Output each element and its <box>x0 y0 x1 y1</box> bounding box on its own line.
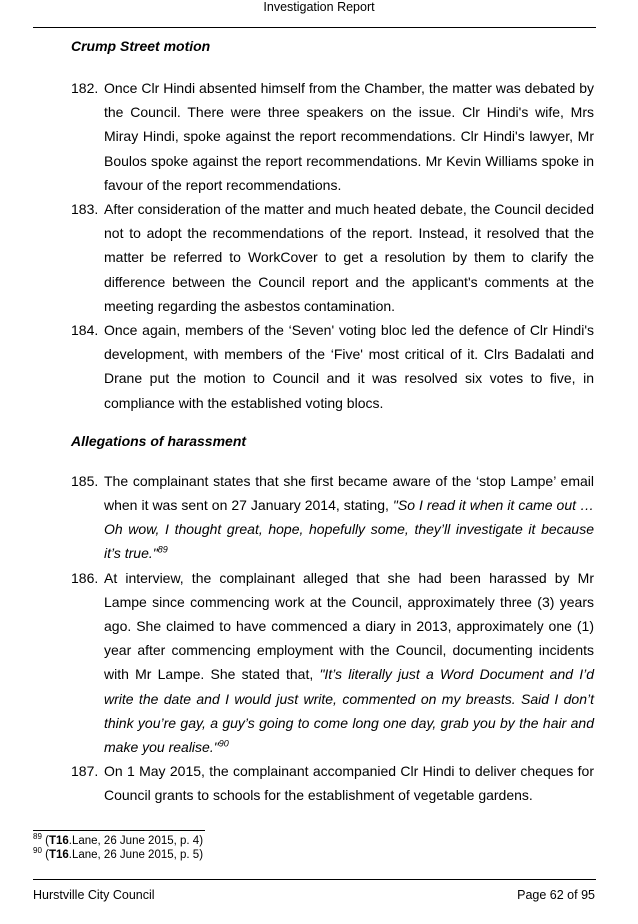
footnote-text: .Lane, 26 June 2015, p. 4) <box>68 835 204 847</box>
section-heading-harassment: Allegations of harassment <box>71 432 247 449</box>
footnote-90: $^{90}$ (T16.Lane, 26 June 2015, p. 5) <box>33 846 204 861</box>
report-body <box>71 36 594 808</box>
footer-organization: Hurstville City Council <box>33 888 155 902</box>
footer-divider <box>33 879 596 880</box>
footnote-mark: 89 <box>33 832 42 842</box>
paragraph-text: After consideration of the matter and much heated debate, the Council decided not to adopt the recommendations of the report. Instead, it resolved that the matter be referred to WorkCover to get a resolution by them to clarify the difference between the Council report and the applicant's comments at the meeting regarding the asbestos contamination. <box>104 201 594 314</box>
paragraph-text: On 1 May 2015, the complainant accompanied Clr Hindi to deliver cheques for Council grants to schools for the establishment of vegetable gardens. <box>104 763 594 804</box>
paragraph-number: 184. <box>71 322 99 339</box>
footnote-divider <box>33 830 205 831</box>
footnote-89: $^{89}$ (T16.Lane, 26 June 2015, p. 4) <box>33 832 204 847</box>
footnote-ref-90[interactable]: 90 <box>218 738 229 749</box>
footnote-code: T16 <box>48 849 69 861</box>
paragraph-text: At interview, the complainant alleged that she had been harassed by Mr Lampe since commencing work at the Council, approximately three (3) years ago. She claimed to have commenced a diary in 2013, approximately one (1) year after commencing employment with the Council, documenting incidents with Mr Lampe. She stated that, <box>104 569 594 683</box>
page-number: Page 62 of 95 <box>517 888 595 902</box>
quoted-statement: "So I read it when it came out … Oh wow, I thought great, hope, hopefully some, they’ll investigate it because it’s true." <box>104 497 594 562</box>
paragraph-text: The complainant states that she first became aware of the ‘stop Lampe’ email when it was sent on 27 January 2014, stating, <box>104 472 594 514</box>
paragraph-183 <box>71 197 594 318</box>
paragraph-text: Once Clr Hindi absented himself from the Chamber, the matter was debated by the Council. There were three speakers on the issue. Clr Hindi's wife, Mrs Miray Hindi, spoke against the report recommendations. Clr Hindi's lawyer, Mr Boulos spoke against the report recommendations. Mr Kevin Williams spoke in favour of the report recommendations. <box>104 80 594 193</box>
header-divider <box>33 27 596 28</box>
section-heading-crump-street: Crump Street motion <box>71 38 211 54</box>
quoted-statement: "It’s literally just a Word Document and I’d write the date and I would just write, commented on my breasts. Said I don’t think you’re gay, a guy’s going to come long one day, grab you by the hair and make you realise." <box>104 666 595 756</box>
paragraph-182 <box>71 76 594 197</box>
paragraph-number: 186. <box>71 569 99 586</box>
paragraph-number: 185. <box>71 472 99 489</box>
footnote-code: T16 <box>48 835 69 847</box>
paragraph-number: 183. <box>71 201 99 218</box>
paragraph-185 <box>71 469 594 566</box>
paragraph-187 <box>71 759 594 807</box>
footnote-text: .Lane, 26 June 2015, p. 5) <box>68 849 204 861</box>
paragraph-186 <box>71 566 594 760</box>
paragraph-number: 182. <box>71 80 99 96</box>
footnote-mark: 90 <box>33 846 42 856</box>
paragraph-number: 187. <box>71 763 99 780</box>
paragraph-184 <box>71 318 594 415</box>
footnotes <box>33 834 203 862</box>
report-header: Investigation Report <box>263 0 375 14</box>
footnote-ref-89[interactable]: 89 <box>157 544 168 555</box>
paragraph-text: Once again, members of the ‘Seven' voting bloc led the defence of Clr Hindi's development, with members of the ‘Five' most critical of it. Clrs Badalati and Drane put the motion to Council and it was resolved six votes to five, in compliance with the established voting blocs. <box>104 322 594 411</box>
